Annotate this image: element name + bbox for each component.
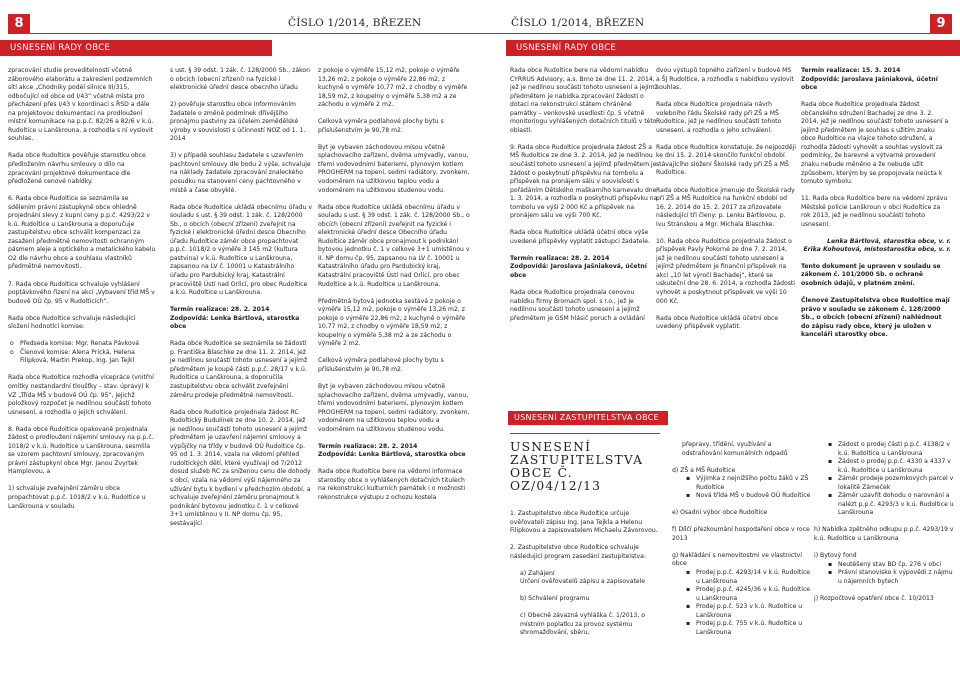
list-item: ▪ Prodej p.p.č. 523 v k.ú. Rudoltice u Lanškrouna — [672, 603, 812, 620]
list-item: ▪ Žádost o prodej p.p.č. 4330 a 4337 v k.ú. Rudoltice u Lanškrouna — [814, 458, 956, 475]
paragraph: 7. Rada obce Rudoltice schvaluje vyhlášení poptávkového řízení na akci „Vybavení tříd MŠ v budově OÚ čp. 95 v Rudolticích“. — [8, 280, 155, 305]
signature-deputy: Erika Kohoutová, místostarostka obce, v. r. — [803, 246, 951, 254]
list-item: ▪ Žádost o prodej části p.p.č. 4138/2 v k.ú. Rudoltice u Lanškrouna — [814, 441, 956, 458]
program-sublist — [672, 475, 812, 501]
paragraph: Rada obce Rudoltice bere na vědomí nabídku CYRRUS Advisory, a.s. Brno ze dne 11. 2. 2014, jež je nedílnou součástí tohoto usnesení a jejímž předmětem je nabídka zpracování žádosti o dotaci na rekonstrukci státem chráněné památky – venkovské usedlosti čp. 5 včetně monitoringu vyhlášených dotačních titulů v této oblasti. — [510, 67, 658, 134]
paragraph: Rada obce Rudoltice ukládá obecnímu úřadu v souladu s ust. § 39 odst. 1 zák. č. 128/2000 Sb., o obcích (obecní zřízení) zveřejnit na fyzické i elektronické úřední desce Obecního úřadu Rudoltice záměr obce pronajmout k podnikání bytovou jednotku č. 1 v celkové 3+1 umístěnou v II. NP domu čp. 95, zapsanou na LV č. 10001 u Katastrálního úřadu pro Pardubický kraj, Katastrální pracoviště Ústí nad Orlicí, pro obec Rudoltice a k.ú. Rudoltice u Lanškrouna. — [318, 203, 470, 288]
paragraph: Rada obce Rudoltice projednala žádost RC Rudoltický Budulínek ze dne 10. 2. 2014, jež je nedílnou součástí tohoto usnesení a jejímž předmětem je uzavření nájemní smlouvy a výpůjčky na třídy v budově OÚ Rudoltice čp. 95 od 1. 3. 2014, vzala na vědomí přehled rudoltických dětí, které využívají od 7/2012 dosud služeb RC za sníženou cenu dle dohody s obcí, vzala na vědomí výši nájemného za užívání bytu k bydlení v předchozím období, a schvaluje zveřejnění záměru pronajmout k podnikání bytovou jednotku č. 1 v celkové 3+1 umístěnou v II. NP domu čp. 95, sestávající — [170, 408, 311, 527]
right-column-3 — [801, 67, 951, 407]
title-rule — [510, 433, 660, 434]
paragraph: 1. Zastupitelstvo obce Rudoltice určuje ověřovateli zápisu Ing. Jana Tejkla a Helenu Filipkovou a zapisovatelem Michaelu Závorovou. — [510, 510, 658, 535]
list-item: ▪ Výjimka z nejnižšího počtu žáků v ZŠ Rudoltice — [672, 475, 812, 492]
responsible-label: Zodpovídá: Lenka Bártlová, starostka obce — [318, 451, 466, 459]
paragraph: Byt je vybaven záchodovou mísou včetně splachovacího zařízení, dvěma umývadly, vanou, třemi vodovodními bateriemi, plynovým kotlem PROGHERM na topení, sedmi radiátory, zvonkem, vodoměrem na užitkovou teplou vodu a vodoměrem na užitkovou studenou vodu. — [318, 143, 470, 194]
list-item: ▪ Neutěšený stav BD čp. 276 v obci — [814, 561, 956, 570]
council-section-band: USNESENÍ ZASTUPITELSTVA OBCE — [508, 411, 668, 425]
paragraph: Celková výměra podlahové plochy bytu s příslušenstvím je 90,78 m2. — [318, 357, 444, 373]
issue-title: ČÍSLO 1/2014, BŘEZEN — [511, 17, 645, 29]
program-item: b) Schválení programu — [520, 595, 590, 603]
term-label: Termín realizace: 28. 2. 2014 — [170, 306, 270, 314]
program-item: j) Rozpočtové opatření obce č. 10/2013 — [814, 594, 934, 602]
paragraph: Rada obce Rudoltice projednala žádost občanského sdružení Bachadej ze dne 3. 2. 2014, jež je nedílnou součástí tohoto usnesení a jejímž předmětem je souhlas s užitím znaku obce Rudoltice na vlajce tohoto sdružení, a rozhodla žádosti vyhovět a souhlas vyslovit za podmínky, že barevné a výtvarné provedení znaku nebude měněno a že nebude užit způsobem, kterým by se propojovala neúcta k tomuto symbolu. — [801, 101, 949, 186]
paragraph: zpracování studie proveditelnosti včetně záborového elaborátu a zakreslení podzemních sítí akce „Chodníky podél silnice III/315, odbočující od obce od I/43“ včetně místa pro přecházení přes I/43 v koordinaci s ŘSD a dále na projektovou dokumentaci na prodloužení místní komunikace na p.p.č. 82/26 a 82/6 v k.ú. Rudoltice u Lanškrouna, a rozhodla s ní vyslovit souhlas. — [8, 67, 154, 143]
program-item: h) Nabídka zpětného odkupu p.p.č. 4293/19 v k.ú. Rudoltice u Lanškrouna — [814, 526, 954, 542]
paragraph: 6. Rada obce Rudoltice se seznámila se sdělením právní zástupkyně obce ohledně projednání slevy z kupní ceny p.p.č. 4293/22 v k.ú. Rudoltice u Lanškrouna a doporučuje zastupitelstvu obce schválit kompenzaci za zasažení předmětné nemovitosti ochranným pásmem aleje a optického a metalického kabelu O2 dle návrhu obce a souhlasu vlastníků předmětné nemovitosti. — [8, 195, 156, 271]
paragraph: Byt je vybaven záchodovou mísou včetně splachovacího zařízení, dvěma umývadly, vanou, třemi vodovodními bateriemi, plynovým kotlem PROGHERM na topení, sedmi radiátory, zvonkem, vodoměrem na užitkovou teplou vodu a vodoměrem na užitkovou studenou vodu. — [318, 382, 470, 433]
page-number: 8 — [8, 14, 30, 34]
paragraph: Rada obce Rudoltice schvaluje následující složení hodnotící komise: — [8, 314, 136, 331]
council-column-3 — [814, 441, 956, 675]
paragraph: Rada obce Rudoltice se seznámila se žádostí p. Františka Blaschke ze dne 11. 2. 2014, jež je nedílnou součástí tohoto usnesení a jejímž předmětem je koupě části p.p.č. 28/17 v k.ú. Rudoltice u Lanškrouna, a doporučila zastupitelstvu obce schválit zveřejnění záměru prodeje předmětné nemovitosti. — [170, 340, 308, 399]
paragraph: Rada obce Rudoltice ukládá účetní obce uvedený příspěvek vyplatit. — [656, 314, 779, 331]
paragraph: 10. Rada obce Rudoltice projednala žádost o příspěvek Pavly Pokorné ze dne 7. 2. 2014, jež je nedílnou součástí tohoto usnesení a jejímž předmětem je finanční příspěvek na akci „10 let výročí Bachadej“, které se uskuteční dne 28. 6. 2014, a rozhodla žádosti vyhovět a poskytnout příspěvek ve výši 10 000 Kč. — [656, 237, 795, 305]
program-item: d) ZŠ a MŠ Rudoltice — [672, 466, 736, 474]
left-column-2 — [170, 67, 312, 537]
list-item: ▪ Nová třída MŠ v budově OÚ Rudoltice — [672, 492, 812, 501]
paragraph: 9. Rada obce Rudoltice projednala žádost ZŠ a MŠ Rudoltice ze dne 3. 2. 2014, jež je nedílnou součástí tohoto usnesení a jejímž předmětem je žádost o poskytnutí příspěvku na tombolu a příspěvek na pronájem sálu v souvislosti s pořádáním Dětského maškarního karnevalu dne 1. 3. 2014, a rozhodla o poskytnutí příspěvku na tombolu ve výši 2 000 Kč a příspěvek na pronájem sálu ve výši 700 Kč. — [510, 143, 658, 220]
left-column-1 — [8, 67, 156, 520]
commission-list — [8, 340, 156, 366]
term-label: Termín realizace: 15. 3. 2014 — [801, 67, 901, 74]
term-label: Termín realizace: 28. 2. 2014 — [510, 254, 610, 262]
left-column-3 — [318, 67, 470, 511]
right-column-2 — [656, 67, 796, 407]
term-label: Termín realizace: 28. 2. 2014 — [318, 442, 418, 450]
responsible-label: Zodpovídá: Lenka Bártlová, starostka obce — [170, 314, 300, 331]
header-rule — [480, 33, 930, 34]
list-item: o Předseda komise: Mgr. Renata Pávková — [8, 340, 156, 349]
paragraph: z pokoje o výměře 15,12 m2, pokoje o výměře 13,26 m2, z pokoje o výměře 22,86 m2, z kuchyně o výměře 10,77 m2, z chodby o výměře 18,59 m2, z koupelny o výměře 5,38 m2 a ze záchodu o výměře 2 m2. — [318, 67, 468, 109]
list-item: ▪ Záměr prodeje pozemkových parcel v lokalitě Zámeček — [814, 475, 956, 492]
program-item: i) Bytový fond — [814, 552, 857, 560]
section-band: USNESENÍ RADY OBCE — [0, 40, 272, 56]
page-number: 9 — [930, 14, 952, 34]
paragraph: Rada obce Rudoltice bere na vědomí informace starostky obce o vyhlášených dotačních titulech na rekonstrukci kulturních památek i o možnosti rekonstrukce výstupu z ochozu kostela — [318, 468, 466, 501]
program-item: g) Nakládání s nemovitostmi ve vlastnictví obce — [672, 551, 802, 568]
privacy-note: Tento dokument je upraven v souladu se zákonem č. 101/2000 Sb. o ochraně osobních údajů, v platném znění. — [801, 262, 941, 287]
list-item: ▪ Prodej p.p.č. 755 v k.ú. Rudoltice u Lanškrouna — [672, 620, 812, 637]
header-rule — [30, 33, 480, 34]
paragraph: Rada obce Rudoltice konstatuje, že nejpozději ke dni 15. 2. 2014 skončilo funkční období stávajícího složení Školské rady při ZŠ a MŠ Rudoltice. — [656, 143, 796, 177]
paragraph: 1) schvaluje zveřejnění záměru obce propachtovat p.p.č. 1018/2 v k.ú. Rudoltice u Lanškrouna v souladu — [8, 485, 146, 510]
paragraph: 2. Zastupitelstvo obce Rudoltice schvaluje následující program zasedání zastupitelstva: — [510, 544, 646, 560]
program-sublist — [814, 561, 956, 587]
list-item: ▪ Prodej p.p.č. 4293/14 v k.ú. Rudoltice u Lanškrouna — [672, 569, 812, 586]
signature-mayor: Lenka Bártlová, starostka obce, v. r. — [827, 237, 951, 245]
program-item: f) Dílčí přezkoumání hospodaření obce v roce 2013 — [672, 526, 810, 542]
inspection-note: Členové Zastupitelstva obce Rudoltice mají právo v souladu se zákonem č. 128/2000 Sb., o obcích (obecní zřízení) nahlédnout do zápisu rady obce, který je uložen v kanceláři starostky obce. — [801, 297, 950, 339]
list-item: ▪ Prodej p.p.č. 4245/36 v k.ú. Rudoltice u Lanškrouna — [672, 586, 812, 603]
program-sublist — [672, 569, 812, 637]
paragraph: 8. Rada obce Rudoltice opakovaně projednala žádost o prodloužení nájemní smlouvy na p.p.č. 1018/2 v k.ú. Rudoltice u Lanškrouna, sesmlila se vzorem pachtovní smlouvy, zpracovaným právní zástupkyní obce Mgr. Janou Zvyrtek Hamplovou, a — [8, 425, 154, 476]
paragraph: Rada obce Rudoltice pověřuje starostku obce předložením návrhu smlouvy o dílo na zpracování projektové dokumentace dle předložené cenové nabídky. — [8, 152, 146, 186]
paragraph: Rada obce Rudoltice projednala návrh volebního řádu Školské rady při ZŠ a MŠ Rudoltice, jež je nedílnou součástí tohoto usnesení, a rozhodla o jeho schválení. — [656, 101, 782, 134]
paragraph: Rada obce Rudoltice rozhodla vícepráce (vnitřní omítky nestandardní tloušťky – stav. úpravy) k VZ „Třída MŠ v budově OÚ čp. 95“, jejichž položkový rozpočet je nedílnou součástí tohoto usnesení, a rozhodla o jejich schválení. — [8, 374, 154, 416]
paragraph: Rada obce Rudoltice projednala cenovou nabídku firmy Bromach spol. s r.o., jež je nedílnou součástí tohoto usnesení a jejímž předmětem je GSM hlásič poruch a ovládání — [510, 289, 645, 322]
section-band: USNESENÍ RADY OBCE — [506, 40, 960, 56]
responsible-label: Zodpovídá: Jaroslava Jašniaková, účetní obce — [801, 75, 938, 92]
program-sublist — [814, 441, 956, 518]
right-column-1 — [510, 67, 660, 397]
program-item: c) Obecně závazná vyhláška č. 1/2013, o místním poplatku za provoz systému shromažďování, sběru, — [520, 612, 646, 637]
issue-title: ČÍSLO 1/2014, BŘEZEN — [288, 17, 422, 29]
responsible-label: Zodpovídá: Jaroslava Jašniaková, účetní obce — [510, 263, 647, 279]
council-column-1 — [510, 510, 660, 675]
paragraph: Předmětná bytová jednotka sestává z pokoje o výměře 15,12 m2, pokoje o výměře 13,26 m2, z pokoje o výměře 22,86 m2, z kuchyně o výměře 10,77 m2, z chodby o výměře 18,59 m2, z koupelny o výměře 5,38 m2 a ze záchodu o výměře 2 m2. — [318, 297, 466, 348]
council-column-2 — [672, 441, 812, 675]
paragraph: Rada obce Rudoltice ukládá obecnímu úřadu v souladu s ust. § 39 odst. 1 zák. č. 128/2000 Sb., o obcích (obecní zřízení) zveřejnit na fyzické i elektronické úřední desce Obecního úřadu Rudoltice záměr obce propachtovat p.p.č. 1018/2 o výměře 3 145 m2 (kultura pastvina) v k.ú. Rudoltice u Lanškrouna, zapsanou na LV č. 10001 u Katastrálního úřadu pro Pardubický kraj, Katastrální pracoviště Ústí nad Orlicí, pro obec Rudoltice a k.ú. Rudoltice u Lanškrouna. — [170, 203, 312, 297]
left-page-header — [0, 14, 480, 34]
list-item: ▪ Záměr uzavřít dohodu o narovnání a nalézt p.p.č. 4293/3 v k.ú. Rudoltice u Lanškrouna — [814, 492, 956, 518]
list-item: ▪ Právní stanovisko k výpovědi z nájmu u nájemních bytech — [814, 569, 956, 586]
paragraph: 11. Rada obce Rudoltice bere na vědomí zprávu Městské policie Lanškroun v obci Rudoltice za rok 2013, jež je nedílnou součástí tohoto usnesení. — [801, 195, 948, 228]
list-item: o Členové komise: Alena Prická, Helena Filipková, Martin Prekop, Ing. Jan Tejkl — [8, 349, 156, 366]
program-item: a) Zahájení Určení ověřovatelů zápisu a zapisovatele — [520, 569, 646, 586]
paragraph: 3) v případě souhlasu žadatele s uzavřením pachtovní smlouvy dle bodu 2 výše, schvaluje na náklady žadatele zpracování znaleckého posudku na stanovení ceny pachtovného v místě a čase obvyklé. — [170, 152, 311, 194]
program-item: e) Osadní výbor obce Rudoltice — [672, 509, 768, 517]
paragraph: dvou výstupů topného zařízení v budově MŠ a ŠJ Rudoltice, a rozhodla s nabídkou vyslovit souhlas. — [656, 67, 794, 92]
program-item: přepravy, třídění, využívání a odstraňování komunálních odpadů — [682, 441, 788, 457]
right-page-header — [480, 14, 960, 34]
paragraph: Celková výměra podlahové plochy bytu s příslušenstvím je 90,78 m2. — [318, 118, 444, 134]
paragraph: Rada obce Rudoltice ukládá účetní obce výše uvedené příspěvky vyplatit zástupci žadatele. — [510, 229, 650, 245]
paragraph: Rada obce Rudoltice jmenuje do Školské rady při ZŠ a MŠ Rudoltice na funkční období od 16. 2. 2014 do 15. 2. 2017 za zřizovatele následující tři členy: p. Lenku Bártlovou, p. Ivu Stránskou a Mgr. Michala Blaschke. — [656, 186, 795, 228]
paragraph: 2) pověřuje starostku obce informováním žadatele o změně podmínek dřívějšího pronájmu pastviny za účelem zemědělské výroby v souvislosti s účinností NOZ od 1. 1. 2014 — [170, 101, 306, 143]
council-resolution-title: USNESENÍ ZASTUPITELSTVA OBCE Č. OZ/04/12/13 — [510, 440, 644, 493]
paragraph: s ust. § 39 odst. 1 zák. č. 128/2000 Sb., zákon o obcích (obecní zřízení) na fyzické i elektronické úřední desce obecního úřadu — [170, 67, 311, 92]
